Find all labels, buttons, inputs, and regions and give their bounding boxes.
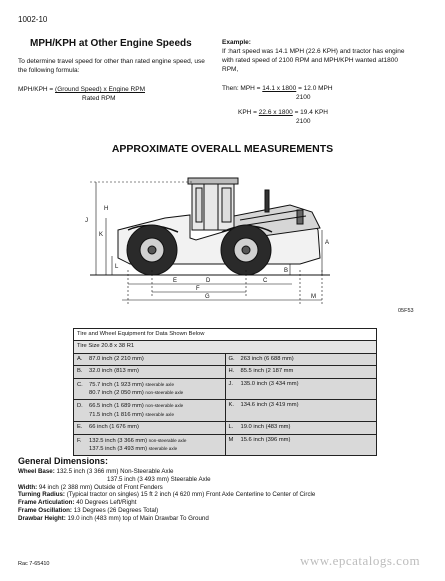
table-row <box>74 366 377 378</box>
row-value: 87.0 inch (2 210 mm) <box>89 355 144 362</box>
table-row <box>74 353 377 365</box>
wheel-base-value-2: 137.5 inch (3 493 mm) Steerable Axle <box>107 475 211 483</box>
row-key: G. <box>228 355 235 362</box>
row-note-2: steerable axle <box>148 446 178 452</box>
row-key: M <box>228 436 234 443</box>
row-key: E. <box>77 424 83 431</box>
oscillation-value: 13 Degrees (26 Degrees Total) <box>73 506 159 514</box>
dim-label-e: E <box>173 278 178 284</box>
kph-result: = 19.4 KPH <box>292 109 328 116</box>
speed-section-title: MPH/KPH at Other Engine Speeds <box>30 38 192 49</box>
tire-wheel-table <box>73 328 377 456</box>
width <box>18 484 418 492</box>
kph-numerator: 22.6 x 1800 <box>258 109 293 116</box>
kph-lhs: KPH = <box>238 109 259 116</box>
drawbar-height <box>18 515 418 523</box>
dim-label-f: F <box>196 286 200 292</box>
speed-intro: To determine travel speed for other than rated engine speed, use the following formula: <box>18 58 205 74</box>
row-note-2: non-steerable axle <box>145 390 184 396</box>
general-dimensions-title: General Dimensions: <box>18 456 109 466</box>
dim-label-l: L <box>115 264 119 270</box>
watermark: www.epcatalogs.com <box>300 553 421 568</box>
row-key: A. <box>77 355 83 362</box>
general-dimensions-list <box>18 468 418 523</box>
mph-lhs: Then: MPH = <box>222 85 263 92</box>
dim-label-b: B <box>284 268 289 274</box>
row-value: 134.6 inch (3 419 mm) <box>240 402 299 409</box>
dim-label-c: C <box>263 278 268 284</box>
row-key: K. <box>228 402 234 409</box>
row-note: non-steerable axle <box>148 437 187 443</box>
measurements-title: APPROXIMATE OVERALL MEASUREMENTS <box>111 143 334 155</box>
row-key: D. <box>77 403 83 410</box>
wheel-base-label: Wheel Base: <box>18 468 55 475</box>
mph-denominator: 2100 <box>296 94 311 101</box>
formula-numerator: (Ground Speed) x Engine RPM <box>55 86 145 93</box>
dim-label-k: K <box>99 232 104 238</box>
row-note-2: steerable axle <box>145 411 175 417</box>
dim-label-g: G <box>205 294 210 300</box>
formula-denominator: Rated RPM <box>82 95 116 102</box>
row-key: J. <box>228 380 234 387</box>
tire-size: Tire Size 20.8 x 38 R1 <box>74 341 377 353</box>
row-value: 85.5 inch (2 187 mm <box>240 368 294 375</box>
example-body: If :hart speed was 14.1 MPH (22.6 KPH) and tractor has engine with rated speed of 2100 RPM and MPH/KPH wanted at1800 RPM, <box>222 48 405 73</box>
kph-denominator: 2100 <box>296 118 311 125</box>
wheel-base-value-1: 132.5 inch (3 366 mm) Non-Steerable Axle <box>56 468 174 475</box>
row-value: 15.6 inch (396 mm) <box>240 436 291 443</box>
footer-code: Rac 7-65410 <box>18 561 50 567</box>
row-key: B. <box>77 368 83 375</box>
kph-calculation <box>238 108 328 126</box>
row-note: non-steerable axle <box>145 403 184 409</box>
oscillation-label: Frame Oscillation: <box>18 506 72 514</box>
articulation-value: 40 Degrees Left/Right <box>76 499 137 507</box>
dim-label-d: D <box>206 278 211 284</box>
width-label: Width: <box>18 483 38 491</box>
table-row <box>74 400 377 422</box>
drawbar-label: Drawbar Height: <box>18 514 66 522</box>
row-value: 263 inch (6 688 mm) <box>240 355 294 362</box>
dim-label-h: H <box>104 206 109 212</box>
figure-reference: 05F53 <box>398 308 414 314</box>
row-key: F. <box>77 437 82 444</box>
table-row <box>74 378 377 400</box>
mph-numerator: 14.1 x 1800 <box>262 85 297 92</box>
width-value: 94 inch (2 388 mm) Outside of Front Fenders <box>38 483 163 491</box>
row-value: 66.5 inch (1 689 mm) <box>89 403 144 410</box>
page-number: 1002-10 <box>18 15 48 24</box>
table-row <box>74 422 377 434</box>
row-value-2: 137.5 inch (3 493 mm) <box>89 446 147 453</box>
drawbar-value: 19.0 inch (483 mm) top of Main Drawbar To Ground <box>67 514 209 522</box>
dim-label-m: M <box>311 294 316 300</box>
row-value: 135.0 inch (3 434 mm) <box>240 380 299 387</box>
tractor-dimension-figure <box>0 160 445 320</box>
row-value: 132.5 inch (3 366 mm) <box>89 437 147 444</box>
row-value: 66 inch (1 676 mm) <box>89 424 139 431</box>
row-value: 75.7 inch (1 923 mm) <box>89 381 144 388</box>
speed-formula <box>18 85 145 103</box>
row-note: steerable axle <box>145 381 175 387</box>
front-wheel <box>221 225 271 275</box>
turning-label: Turning Radius: <box>18 491 65 499</box>
row-value-2: 71.5 inch (1 816 mm) <box>89 411 144 418</box>
wheel-base <box>18 468 418 484</box>
row-key: L. <box>228 424 234 431</box>
row-key: H. <box>228 368 235 375</box>
frame-articulation <box>18 499 418 507</box>
dim-label-j: J <box>85 218 88 224</box>
row-value: 32.0 inch (813 mm) <box>89 368 139 375</box>
frame-oscillation <box>18 507 418 515</box>
rear-wheel <box>127 225 177 275</box>
mph-result: = 12.0 MPH <box>296 85 333 92</box>
formula-lhs: MPH/KPH = <box>18 86 56 93</box>
example-title: Example: <box>222 39 251 46</box>
dim-label-a: A <box>325 240 330 246</box>
table-row <box>74 434 377 456</box>
row-value: 19.0 inch (483 mm) <box>240 424 291 431</box>
mph-calculation <box>222 84 333 102</box>
turning-value: (Typical tractor on singles) 15 ft 2 inch (4 620 mm) Front Axle Centerline to Center of Circle <box>66 491 316 499</box>
articulation-label: Frame Articulation: <box>18 499 75 507</box>
row-key: C. <box>77 381 83 388</box>
row-value-2: 80.7 inch (2 050 mm) <box>89 390 144 397</box>
table-caption: Tire and Wheel Equipment for Data Shown Below <box>74 329 377 341</box>
turning-radius <box>18 491 418 499</box>
